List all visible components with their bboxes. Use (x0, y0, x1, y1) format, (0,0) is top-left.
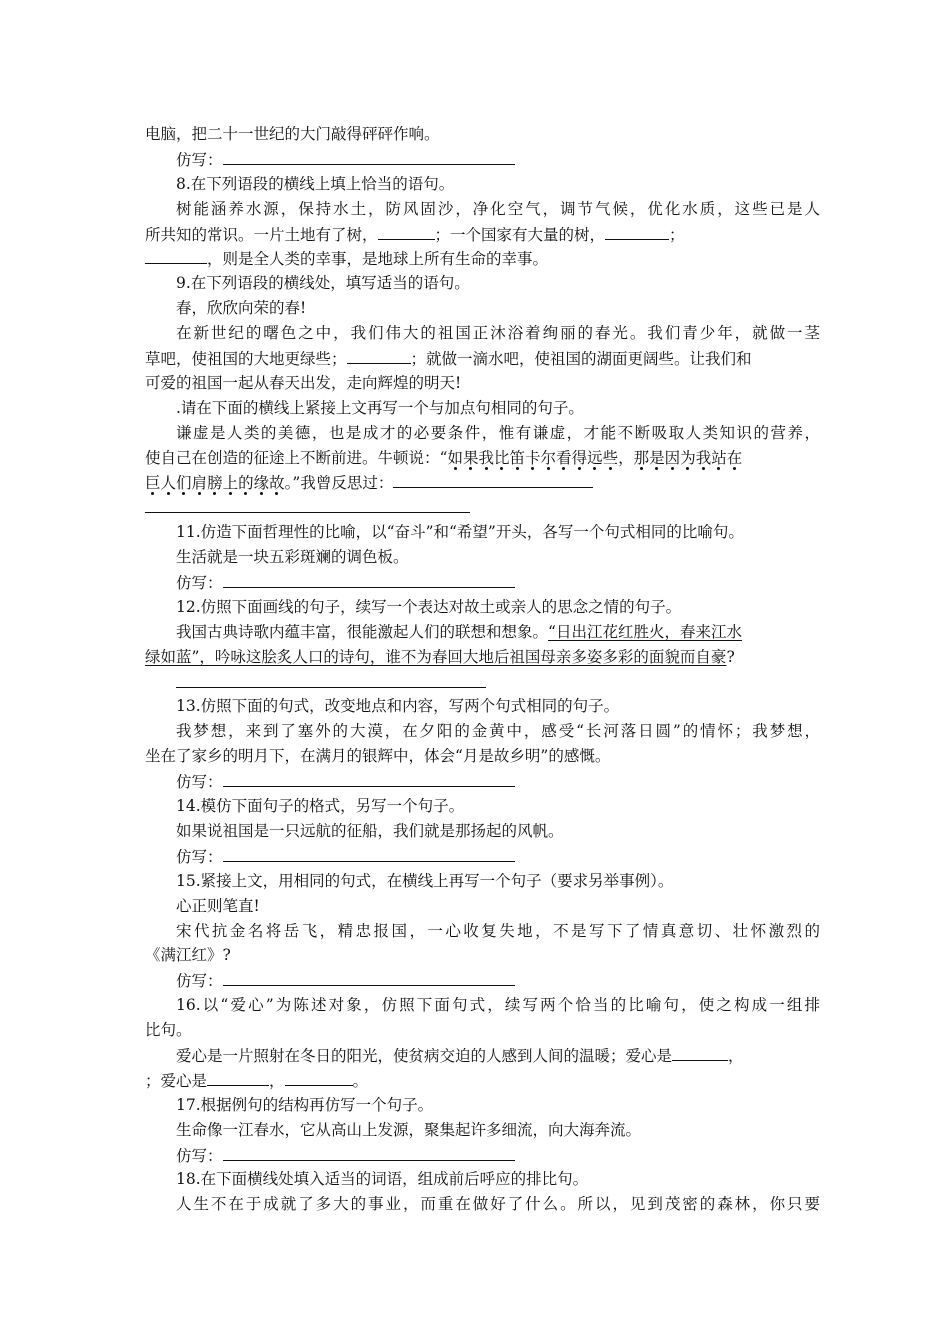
q17-answer-line (145, 1143, 820, 1168)
q10-text: 使自己在创造的征途上不断前进。牛顿说： (145, 448, 440, 467)
fill-blank[interactable] (672, 1043, 728, 1061)
q15-line2: 宋代抗金名将岳飞，精忠报国，一心收复失地，不是写下了情真意切、壮怀激烈的 (176, 921, 820, 940)
q15-line1: 心正则笔直! (176, 896, 260, 915)
underlined-sentence: “日出江花红胜火，春来江水 (548, 622, 742, 641)
q16-line2 (145, 1068, 820, 1093)
q15-prompt: 15.紧接上文，用相同的句式，在横线上再写一个句子（要求另举事例）。 (176, 871, 674, 890)
q7-answer-line (145, 147, 820, 172)
q13-line2: 坐在了家乡的明月下，在满月的银辉中，体会“月是故乡明”的感慨。 (145, 747, 611, 766)
q8-text: 所共知的常识。一片土地有了树， (145, 225, 378, 244)
q14-example: 如果说祖国是一只远航的征船，我们就是那扬起的风帆。 (176, 821, 564, 840)
q12-text: ? (726, 647, 735, 666)
imitate-label: 仿写： (176, 150, 223, 169)
answer-blank[interactable] (145, 495, 470, 513)
q18-line1: 人生不在于成就了多大的事业，而重在做好了什么。所以，见到茂密的森林，你只要 (176, 1195, 820, 1214)
q7-tail: 电脑，把二十一世纪的大门敲得砰砰作响。 (145, 125, 440, 143)
imitate-label: 仿写： (176, 972, 223, 991)
q17-prompt: 17.根据例句的结构再仿写一个句子。 (176, 1095, 434, 1114)
fill-blank[interactable] (207, 1068, 269, 1086)
q8-passage-line3 (145, 246, 820, 271)
q9-line2: 在新世纪的曙色之中，我们伟大的祖国正沐浴着绚丽的春光。我们青少年，就做一茎 (176, 324, 820, 343)
document-page (145, 122, 820, 1217)
fill-blank[interactable] (145, 246, 207, 264)
q13-answer-line (145, 769, 820, 794)
q9-line3 (145, 346, 820, 371)
q15-line3: 《满江红》? (145, 946, 231, 965)
answer-blank[interactable] (223, 968, 515, 986)
q9-text: 草吧，使祖国的大地更绿些； (145, 350, 347, 369)
q12-text: 我国古典诗歌内蕴丰富，很能激起人们的联想和想象。 (176, 622, 549, 641)
q16-text: ， (728, 1046, 744, 1065)
q14-prompt: 14.模仿下面句子的格式，另写一个句子。 (176, 797, 465, 816)
q9-prompt: 9.在下列语段的横线处，填写适当的语句。 (176, 274, 470, 293)
q8-prompt: 8.在下列语段的横线上填上恰当的语句。 (176, 174, 455, 193)
answer-blank[interactable] (223, 769, 515, 787)
q8-text: ； (669, 225, 685, 244)
answer-blank[interactable] (176, 670, 486, 688)
q16-line1 (145, 1043, 820, 1068)
fill-blank[interactable] (605, 222, 669, 240)
q14-answer-line (145, 844, 820, 869)
q10-line2 (145, 446, 820, 471)
q11-prompt: 11.仿造下面哲理性的比喻，以“奋斗”和“希望”开头，各写一个句式相同的比喻句。 (176, 523, 744, 542)
q16-prompt-cont: 比句。 (145, 1021, 192, 1040)
answer-blank[interactable] (223, 147, 515, 165)
q13-prompt: 13.仿照下面的句式，改变地点和内容，写两个句式相同的句子。 (176, 697, 620, 716)
q10-line3 (145, 470, 820, 495)
q16-text: ， (269, 1071, 285, 1090)
imitate-label: 仿写： (176, 574, 223, 593)
q10-answer-line2 (145, 495, 820, 520)
q15-answer-line (145, 968, 820, 993)
answer-blank[interactable] (223, 1143, 515, 1161)
fill-blank[interactable] (378, 222, 435, 240)
answer-blank[interactable] (223, 570, 515, 588)
q16-text: ；爱心是 (145, 1071, 208, 1090)
q16-text: 。 (352, 1071, 369, 1090)
q13-line1: 我梦想，来到了塞外的大漠，在夕阳的金黄中，感受“长河落日圆”的情怀；我梦想， (176, 722, 820, 741)
underlined-sentence: 绿如蓝”，吟咏这脍炙人口的诗句，谁不为春回大地后祖国母亲多姿多彩的面貌而自豪 (145, 647, 727, 666)
q9-text: ；就做一滴水吧，使祖国的湖面更阔些。让我们和 (410, 350, 752, 369)
dotted-sentence: “如果我比笛卡尔看得远些，那是因为我站在 (439, 448, 743, 467)
q11-answer-line (145, 570, 820, 595)
q17-example: 生命像一江春水，它从高山上发源，聚集起许多细流，向大海奔流。 (176, 1120, 642, 1139)
q10-prompt: .请在下面的横线上紧接上文再写一个与加点句相同的句子。 (176, 398, 584, 417)
q12-line1 (145, 620, 820, 645)
q10-line1: 谦虚是人类的美德，也是成才的必要条件，惟有谦虚，才能不断吸取人类知识的营养， (176, 423, 820, 442)
imitate-label: 仿写： (176, 1146, 223, 1165)
dotted-sentence: 巨人们肩膀上的缘故。” (145, 474, 301, 493)
q16-prompt: 16.以“爱心”为陈述对象，仿照下面句式，续写两个恰当的比喻句，使之构成一组排 (176, 996, 820, 1015)
q10-text: 我曾反思过： (300, 474, 394, 493)
q18-prompt: 18.在下面横线处填入适当的词语，组成前后呼应的排比句。 (176, 1170, 589, 1189)
q8-passage-line2 (145, 222, 820, 247)
q11-example: 生活就是一块五彩斑斓的调色板。 (176, 548, 409, 567)
fill-blank[interactable] (285, 1068, 353, 1086)
answer-blank[interactable] (223, 844, 515, 862)
fill-blank[interactable] (347, 346, 411, 364)
q12-prompt: 12.仿照下面画线的句子，续写一个表达对故土或亲人的思念之情的句子。 (176, 597, 682, 616)
answer-blank[interactable] (393, 470, 593, 488)
q8-text: ，则是全人类的幸事，是地球上所有生命的幸事。 (207, 250, 549, 269)
q9-line4: 可爱的祖国一起从春天出发，走向辉煌的明天! (145, 373, 462, 392)
q8-passage-line1: 树能涵养水源，保持水土，防风固沙，净化空气，调节气候，优化水质，这些已是人 (176, 199, 820, 218)
q12-answer-line (145, 670, 820, 695)
q12-line2 (145, 645, 820, 670)
q9-line1: 春，欣欣向荣的春! (176, 299, 307, 318)
q16-text: 爱心是一片照射在冬日的阳光，使贫病交迫的人感到人间的温暖；爱心是 (176, 1046, 673, 1065)
imitate-label: 仿写： (176, 847, 223, 866)
q8-text: ；一个国家有大量的树， (434, 225, 606, 244)
imitate-label: 仿写： (176, 773, 223, 792)
